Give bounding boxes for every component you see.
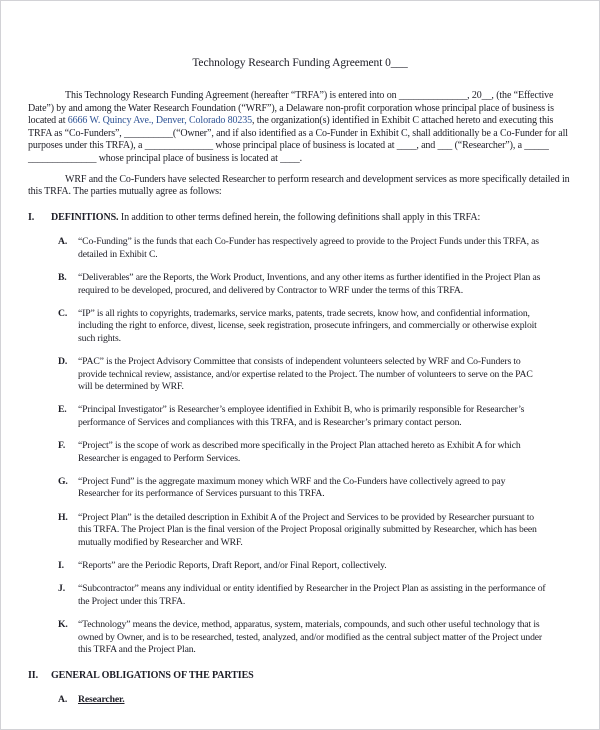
researcher-label: Researcher. xyxy=(78,694,125,706)
definition-item-g xyxy=(58,476,548,501)
item-text: “Project Plan” is the detailed description in Exhibit A of the Project and Services to be provided by Researcher pursuant to this TRFA. The Project Plan is the final version of the Project Proposal originally submitted by Researcher, which has been mutually modified by Researcher and WRF. xyxy=(78,511,537,548)
definition-item-i xyxy=(58,560,548,572)
definition-item-e xyxy=(58,404,548,429)
definition-item-d xyxy=(58,356,548,393)
section-ii-heading xyxy=(28,670,574,683)
address-text: 6666 W. Quincy Ave., Denver, Colorado 80235 xyxy=(67,115,253,127)
intro-text-before-address: This Technology Research Funding Agreement (hereafter “TRFA”) is entered into on ______________, 20__, (the “Effective Date”) by and among the Water Research Foundation (“WRF”), a Delaware non-profit corporation whose principal place of business is located at xyxy=(28,90,554,127)
section-i-title xyxy=(51,212,574,225)
item-text: “Reports” are the Periodic Reports, Draft Report, and/or Final Report, collectively. xyxy=(78,560,387,572)
item-text: “Technology” means the device, method, apparatus, system, materials, compounds, and such other useful technology that is owned by Owner, and is to be researched, tested, analyzed, and/or modified as the central subject matter of the Project under this TRFA and the Project Plan. xyxy=(78,619,542,656)
section-ii-number: II. xyxy=(28,669,38,681)
item-letter: D. xyxy=(58,356,68,368)
item-text: “IP” is all rights to copyrights, trademarks, service marks, patents, trade secrets, know how, and confidential information, including the right to enforce, divest, license, seek registration, prosecute infringers, and commercially or otherwise exploit such rights. xyxy=(78,307,537,344)
section-ii-title xyxy=(51,670,574,683)
item-letter: J. xyxy=(58,583,65,595)
section-general-obligations xyxy=(28,670,574,707)
section-i-heading xyxy=(28,212,574,225)
item-text: “Co-Funding” is the funds that each Co-Funder has respectively agreed to provide to the Project Funds under this TRFA, as detailed in Exhibit C. xyxy=(78,236,539,260)
item-letter: A. xyxy=(58,694,68,706)
item-letter: K. xyxy=(58,619,68,631)
item-text: “Project Fund” is the aggregate maximum money which WRF and the Co-Funders have collectively agreed to pay Researcher for its performance of Services pursuant to this TRFA. xyxy=(78,476,506,500)
document-body xyxy=(1,90,599,707)
section-i-title-rest: In addition to other terms defined herein, the following definitions shall apply in this TRFA: xyxy=(120,211,481,223)
item-text: “Deliverables” are the Reports, the Work Product, Inventions, and any other items as further identified in the Project Plan as required to be developed, procured, and delivered by Contractor to WRF under the terms of this TRFA. xyxy=(78,272,541,296)
definition-item-h xyxy=(58,512,548,549)
definition-item-a xyxy=(58,236,548,261)
item-letter: B. xyxy=(58,272,67,284)
item-text: “PAC” is the Project Advisory Committee that consists of independent volunteers selected by WRF and Co-Funders to provide technical review, assistance, and/or expertise related to the Project. The number of volunteers to serve on the PAC will be determined by WRF. xyxy=(78,356,533,392)
item-letter: E. xyxy=(58,404,67,416)
item-text: “Subcontractor” means any individual or entity identified by Researcher in the Project Plan as assisting in the performance of the Project under this TRFA. xyxy=(78,583,546,607)
item-text: “Principal Investigator” is Researcher’s employee identified in Exhibit B, who is primarily responsible for Researcher’s performance of Services and compliances with this TRFA, and is Researcher’s primary contact person. xyxy=(78,404,525,428)
intro-text-after-address: , the organization(s) identified in Exhibit C attached hereto and executing this TRFA as “Co-Funders”, __________(“Owner”, and if also identified as a Co-Funder in Exhibit C, shall additionally be a Co-Funder for all purposes under this TRFA), a ______________ whose principal place of business is located at ____, and ___ (“Researcher”), a _____ ______________ whose principal place of business is located at ____. xyxy=(28,115,568,164)
section-i-title-bold: DEFINITIONS. xyxy=(51,211,119,223)
item-letter: A. xyxy=(58,236,68,248)
obligations-list xyxy=(58,694,548,706)
obligation-item-researcher xyxy=(58,694,548,706)
definition-item-j xyxy=(58,583,548,608)
definition-item-k xyxy=(58,619,548,656)
item-text: “Project” is the scope of work as described more specifically in the Project Plan attached hereto as Exhibit A for which Researcher is engaged to Perform Services. xyxy=(78,440,521,464)
intro-paragraph xyxy=(28,90,574,166)
definition-item-f xyxy=(58,440,548,465)
definitions-list xyxy=(58,236,548,656)
recital-paragraph: WRF and the Co-Funders have selected Researcher to perform research and development services as more specifically detailed in this TRFA. The parties mutually agree as follows: xyxy=(28,173,570,198)
item-letter: I. xyxy=(58,560,64,572)
document-title: Technology Research Funding Agreement 0___ xyxy=(192,57,408,69)
section-i-number: I. xyxy=(28,211,35,223)
section-definitions xyxy=(28,212,574,657)
item-letter: G. xyxy=(58,476,68,488)
item-letter: H. xyxy=(58,511,68,523)
item-letter: C. xyxy=(58,307,68,319)
section-ii-title-bold: GENERAL OBLIGATIONS OF THE PARTIES xyxy=(51,669,254,681)
item-letter: F. xyxy=(58,440,66,452)
definition-item-c xyxy=(58,308,548,345)
definition-item-b xyxy=(58,272,548,297)
